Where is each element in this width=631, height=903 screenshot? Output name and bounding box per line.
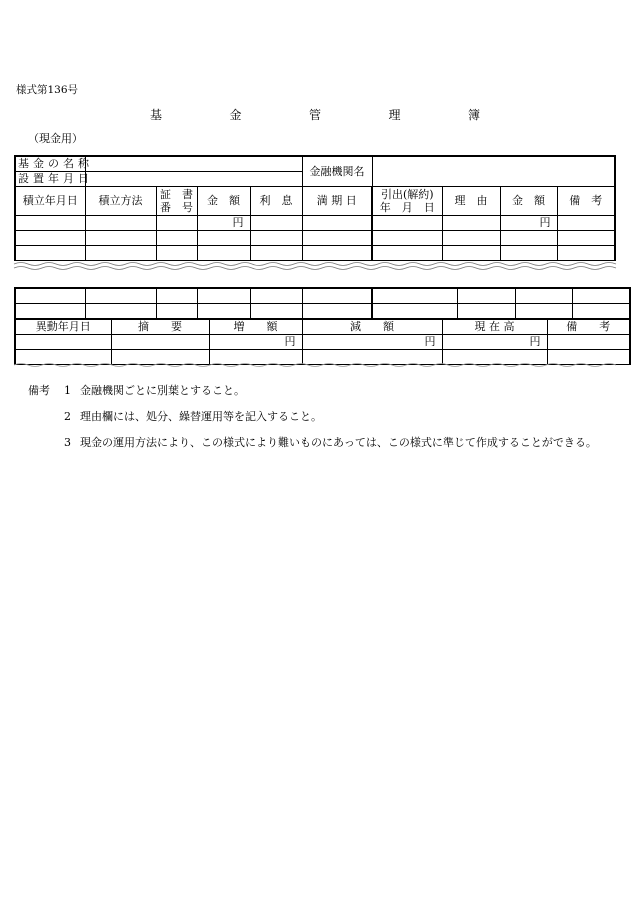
cell[interactable]: [372, 246, 442, 261]
cell[interactable]: [85, 288, 156, 304]
title-char: 管: [308, 108, 321, 122]
cell[interactable]: [302, 246, 372, 261]
established-field[interactable]: [85, 172, 302, 187]
cell[interactable]: [557, 231, 615, 246]
cell[interactable]: [15, 335, 111, 350]
col-balance: 現 在 高: [442, 319, 547, 335]
cell[interactable]: [250, 288, 302, 304]
cell[interactable]: [547, 335, 630, 350]
col-withdraw-line2: 年 月 日: [379, 201, 435, 214]
col-date: 積立年月日: [15, 187, 85, 216]
col-cert-line2: 番 号: [160, 201, 193, 214]
title-char: 基: [150, 108, 163, 122]
cell[interactable]: [372, 231, 442, 246]
cell[interactable]: [111, 335, 209, 350]
cell[interactable]: [302, 231, 372, 246]
cell[interactable]: [372, 304, 457, 320]
table-row: [15, 304, 630, 320]
fund-name-label: 基金の名称: [15, 156, 85, 172]
cell[interactable]: [250, 216, 302, 231]
title-char: 簿: [467, 108, 480, 122]
col-remarks: 備 考: [557, 187, 615, 216]
table-row: [15, 246, 615, 261]
cell[interactable]: [442, 246, 500, 261]
cell[interactable]: [156, 231, 197, 246]
note-text: 現金の運用方法により、この様式により難いものにあっては、この様式に準じて作成することができる。: [80, 436, 597, 449]
break-wave-bottom: [14, 362, 616, 370]
change-record-table: [14, 287, 631, 365]
note-text: 金融機関ごとに別葉とすること。: [80, 384, 245, 397]
break-wave: [14, 262, 616, 270]
cell[interactable]: [197, 231, 250, 246]
yen-unit: 円: [197, 216, 250, 231]
cell[interactable]: [500, 246, 557, 261]
yen-unit: 円: [209, 335, 302, 350]
col-decrease: 減 額: [302, 319, 442, 335]
cell[interactable]: [197, 246, 250, 261]
col-change-remarks: 備 考: [547, 319, 630, 335]
cell[interactable]: [250, 246, 302, 261]
institution-label: 金融機関名: [302, 156, 372, 187]
col-summary: 摘 要: [111, 319, 209, 335]
yen-unit: 円: [442, 335, 547, 350]
note-item: [28, 404, 597, 430]
fund-name-field[interactable]: [85, 156, 302, 172]
cell[interactable]: [15, 288, 85, 304]
fund-ledger-table: [14, 155, 616, 261]
col-cert-line1: 証 書: [160, 188, 193, 201]
note-text: 理由欄には、処分、繰替運用等を記入すること。: [80, 410, 322, 423]
cell[interactable]: [442, 216, 500, 231]
cell[interactable]: [572, 304, 630, 320]
established-label: 設置年月日: [15, 172, 85, 187]
yen-unit: 円: [302, 335, 442, 350]
note-number: 3: [64, 436, 71, 449]
cell[interactable]: [15, 231, 85, 246]
note-item: [28, 378, 597, 404]
institution-field[interactable]: [372, 156, 615, 187]
col-increase: 増 額: [209, 319, 302, 335]
cell[interactable]: [572, 288, 630, 304]
cell[interactable]: [302, 304, 372, 320]
cell[interactable]: [372, 216, 442, 231]
col-withdraw-line1: 引出(解約): [380, 188, 434, 201]
cell[interactable]: [15, 246, 85, 261]
col-cert: [156, 187, 197, 216]
cell[interactable]: [15, 304, 85, 320]
cell[interactable]: [156, 216, 197, 231]
title-char: 理: [388, 108, 401, 122]
cell[interactable]: [302, 216, 372, 231]
cash-note: （現金用）: [28, 132, 83, 145]
note-item: [28, 430, 597, 456]
notes-label: 備考: [28, 384, 50, 397]
form-number: 様式第136号: [16, 84, 79, 96]
cell[interactable]: [457, 288, 515, 304]
cell[interactable]: [457, 304, 515, 320]
title-char: 金: [229, 108, 242, 122]
cell[interactable]: [557, 216, 615, 231]
cell[interactable]: [500, 231, 557, 246]
cell[interactable]: [557, 246, 615, 261]
cell[interactable]: [156, 288, 197, 304]
cell[interactable]: [156, 246, 197, 261]
cell[interactable]: [250, 231, 302, 246]
cell[interactable]: [85, 246, 156, 261]
cell[interactable]: [85, 216, 156, 231]
cell[interactable]: [515, 304, 572, 320]
cell[interactable]: [302, 288, 372, 304]
col-withdraw: [372, 187, 442, 216]
table-row: [15, 216, 615, 231]
col-amount: 金 額: [197, 187, 250, 216]
cell[interactable]: [197, 288, 250, 304]
col-change-date: 異動年月日: [15, 319, 111, 335]
col-interest: 利 息: [250, 187, 302, 216]
col-maturity: 満 期 日: [302, 187, 372, 216]
cell[interactable]: [250, 304, 302, 320]
notes: [28, 378, 597, 456]
cell[interactable]: [372, 288, 457, 304]
note-number: 1: [64, 384, 71, 397]
col-reason: 理 由: [442, 187, 500, 216]
cell[interactable]: [85, 304, 156, 320]
cell[interactable]: [156, 304, 197, 320]
col-amount2: 金 額: [500, 187, 557, 216]
note-number: 2: [64, 410, 71, 423]
table-row: [15, 335, 630, 350]
table-row: [15, 288, 630, 304]
cell[interactable]: [15, 216, 85, 231]
table-row: [15, 231, 615, 246]
col-method: 積立方法: [85, 187, 156, 216]
page-title: [150, 106, 480, 123]
yen-unit: 円: [500, 216, 557, 231]
cell[interactable]: [515, 288, 572, 304]
cell[interactable]: [442, 231, 500, 246]
cell[interactable]: [85, 231, 156, 246]
cell[interactable]: [197, 304, 250, 320]
